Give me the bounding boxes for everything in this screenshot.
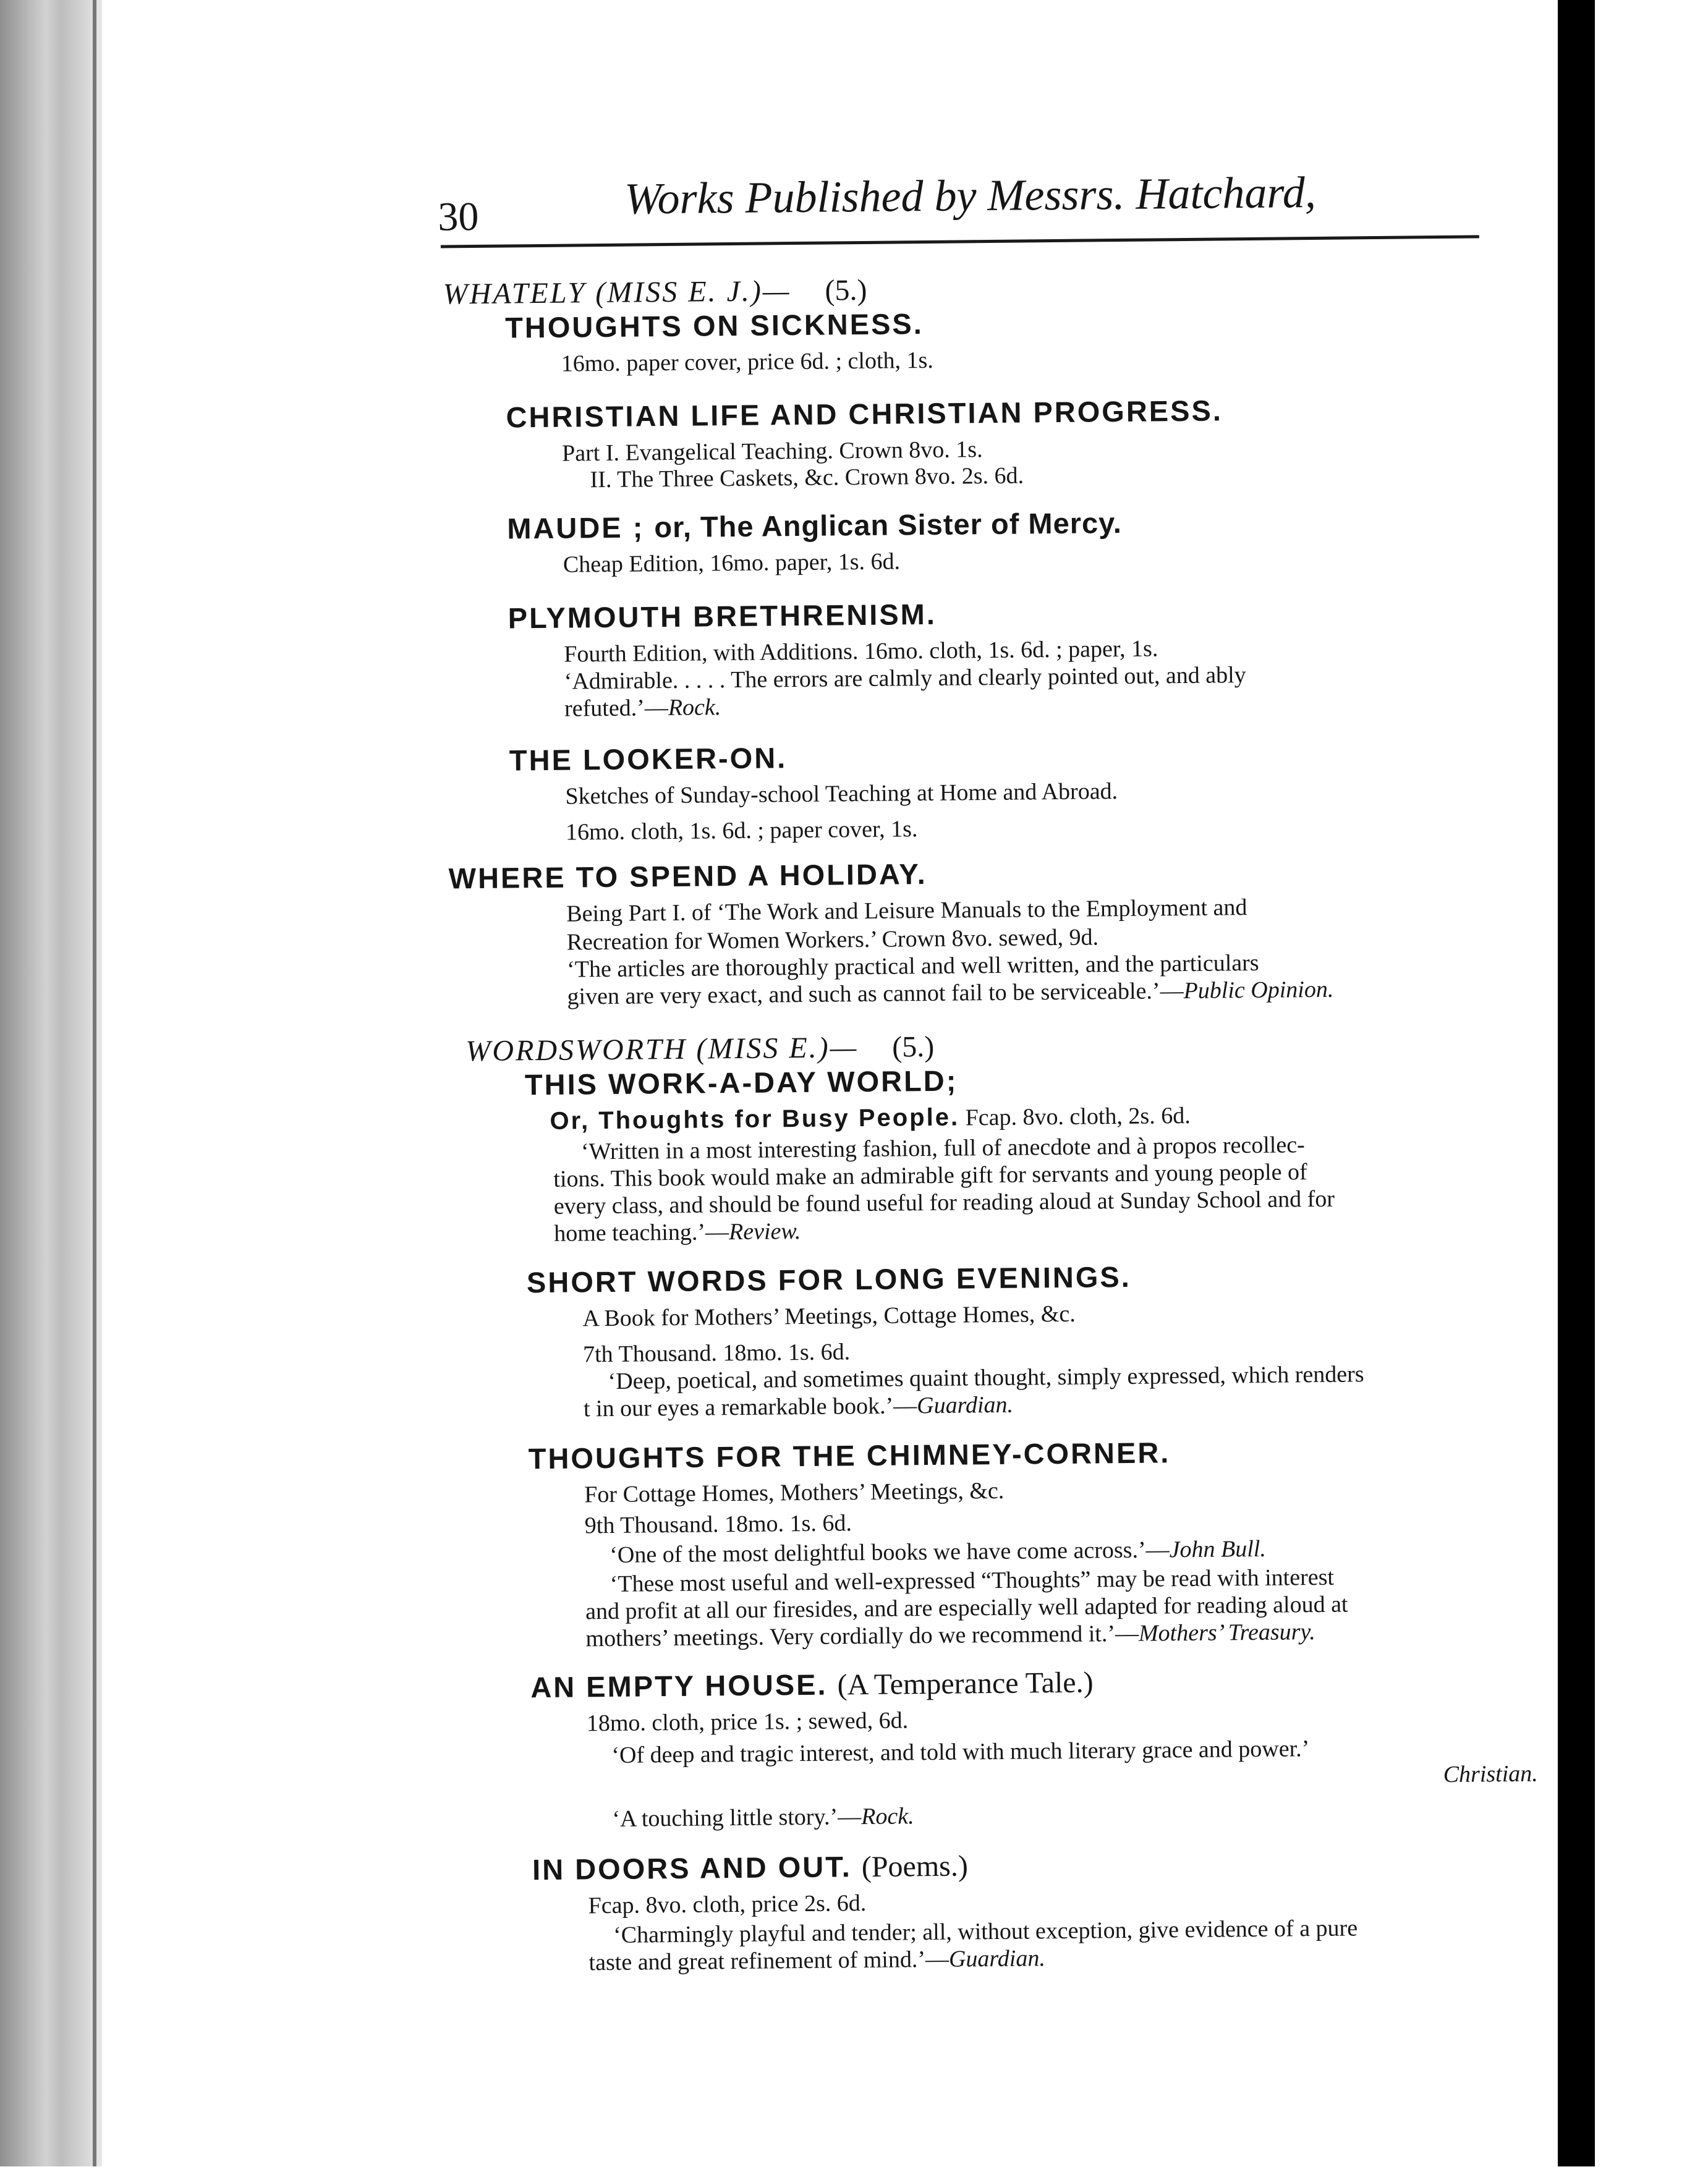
book-title: THOUGHTS FOR THE CHIMNEY-CORNER. [528,1436,1171,1475]
header-rule [441,235,1479,248]
book-page-edge [0,0,102,2166]
review-source: Review. [728,1218,801,1245]
book-title: PLYMOUTH BRETHRENISM. [508,597,937,635]
review-quote: ‘Deep, poetical, and sometimes quaint thought, simply expressed, which renders [608,1361,1364,1395]
author-name: WHATELY (MISS E. J.)— [443,274,791,311]
book-details: For Cottage Homes, Mothers’ Meetings, &c. [584,1477,1005,1508]
review-quote-text: refuted.’— [564,695,669,722]
book-subtitle: or, The Anglican Sister of Mercy. [654,506,1123,544]
book-title-main: MAUDE ; [507,511,645,545]
book-details: 16mo. paper cover, price 6d. ; cloth, 1s. [561,347,934,377]
review-quote: ‘Written in a most interesting fashion, full of anecdote and à propos recollec- [580,1132,1305,1165]
book-details: Cheap Edition, 16mo. paper, 1s. 6d. [563,548,901,578]
book-details: Fourth Edition, with Additions. 16mo. cloth, 1s. 6d. ; paper, 1s. [564,635,1158,668]
review-quote [564,694,721,722]
author-heading [443,273,867,312]
book-spine-shadow [93,0,96,2166]
book-details: 7th Thousand. 18mo. 1s. 6d. [582,1339,851,1368]
review-quote [610,1535,1266,1569]
author-volumes: (5.) [825,273,867,307]
review-quote [588,1945,1045,1976]
page-number: 30 [438,193,479,240]
book-title-main: IN DOORS AND OUT. [532,1850,852,1886]
review-quote-text: t in our eyes a remarkable book.’— [583,1393,917,1422]
book-details: Being Part I. of ‘The Work and Leisure Manuals to the Employment and [566,894,1247,927]
review-quote: tions. This book would make an admirable gift for servants and young people of [553,1159,1307,1192]
review-quote: and profit at all our firesides, and are especially well adapted for reading aloud at [585,1591,1348,1625]
book-details: 16mo. cloth, 1s. 6d. ; paper cover, 1s. [565,816,918,846]
book-genre: (A Temperance Tale.) [837,1666,1094,1702]
book-title [507,506,1122,546]
review-source: Public Opinion. [1183,976,1334,1004]
book-details: Sketches of Sunday-school Teaching at Home and Abroad. [565,778,1118,810]
book-title: WHERE TO SPEND A HOLIDAY. [448,857,927,895]
running-header: Works Published by Messrs. Hatchard, [624,167,1317,224]
book-details: 9th Thousand. 18mo. 1s. 6d. [584,1510,852,1539]
review-quote: every class, and should be found useful for reading aloud at Sunday School and for [553,1186,1335,1220]
book-title: THE LOOKER-ON. [509,741,788,777]
review-quote [584,1391,1013,1423]
review-quote: ‘The articles are thoroughly practical and well written, and the particulars [566,949,1259,983]
book-details: Recreation for Women Workers.’ Crown 8vo. sewed, 9d. [566,924,1099,956]
review-source: Guardian. [948,1945,1046,1972]
review-quote-text: mothers’ meetings. Very cordially do we recommend it.’— [585,1620,1139,1652]
review-quote [612,1802,914,1833]
author-volumes: (5.) [892,1030,935,1064]
book-details: II. The Three Caskets, &c. Crown 8vo. 2s. 6d. [590,462,1024,493]
author-name: WORDSWORTH (MISS E.)— [465,1031,859,1068]
book-details [550,1101,1191,1135]
book-details: Fcap. 8vo. cloth, price 2s. 6d. [588,1890,867,1919]
book-details: Part I. Evangelical Teaching. Crown 8vo. 1s. [561,436,983,467]
scan-border-bar [1558,0,1595,2166]
review-source: Rock. [860,1803,914,1830]
book-title: THOUGHTS ON SICKNESS. [504,307,924,344]
review-quote-text: given are very exact, and such as cannot fail to be serviceable.’— [567,978,1184,1010]
book-details: 18mo. cloth, price 1s. ; sewed, 6d. [586,1707,909,1737]
review-quote [554,1218,801,1247]
review-quote-text: ‘One of the most delightful books we have come across.’— [610,1537,1170,1568]
book-title: SHORT WORDS FOR LONG EVENINGS. [526,1260,1132,1299]
author-heading [465,1030,934,1068]
book-format: Fcap. 8vo. cloth, 2s. 6d. [965,1102,1191,1131]
review-source: Christian. [1443,1760,1539,1788]
book-details: A Book for Mothers’ Meetings, Cottage Homes, &c. [582,1300,1076,1332]
review-quote: ‘Admirable. . . . . The errors are calmly and clearly pointed out, and ably [564,662,1246,695]
review-source: Rock. [668,694,721,721]
book-genre: (Poems.) [861,1849,969,1884]
book-title [530,1665,1094,1705]
review-quote-text: home teaching.’— [554,1219,729,1247]
review-quote: ‘Charmingly playful and tender; all, without exception, give evidence of a pure [613,1915,1358,1948]
review-quote-text: taste and great refinement of mind.’— [588,1946,950,1976]
review-quote-text: ‘A touching little story.’— [612,1804,862,1832]
scan-margin [1595,0,1708,2166]
book-title [532,1848,968,1887]
review-quote: ‘These most useful and well-expressed “Thoughts” may be read with interest [610,1564,1335,1597]
review-quote: ‘Of deep and tragic interest, and told with much literary grace and power.’ [611,1736,1310,1768]
book-title: CHRISTIAN LIFE AND CHRISTIAN PROGRESS. [506,394,1223,434]
review-source: Mothers’ Treasury. [1138,1619,1315,1647]
review-source: Guardian. [916,1391,1014,1419]
book-title: THIS WORK-A-DAY WORLD; [524,1064,958,1101]
book-title-main: AN EMPTY HOUSE. [530,1668,828,1704]
catalogue-page [431,0,1540,2171]
book-subtitle: Or, Thoughts for Busy People. [550,1103,960,1135]
review-source: John Bull. [1169,1535,1267,1563]
